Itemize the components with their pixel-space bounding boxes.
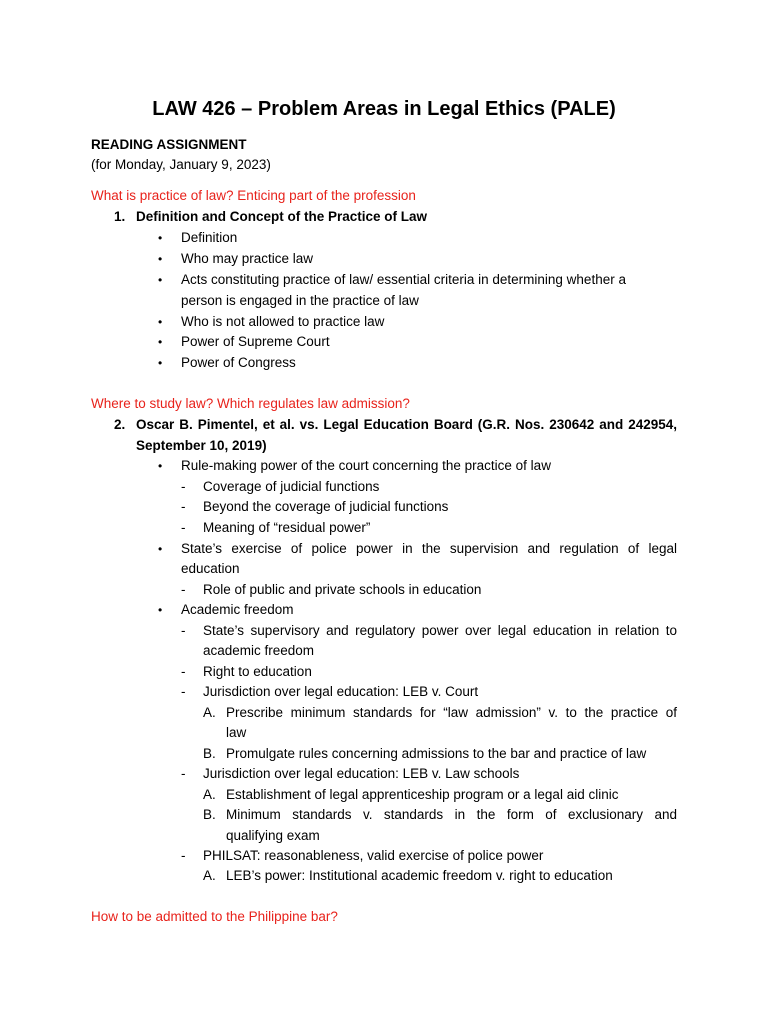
lettered-item: Prescribe minimum standards for “law admission” v. to the practice of (226, 705, 677, 720)
lettered-item: Establishment of legal apprenticeship program or a legal aid clinic (226, 787, 619, 802)
section2-bullet-police-power-cont: education (181, 561, 240, 576)
bullet-marker: • (158, 335, 163, 349)
letter-marker: A. (203, 787, 216, 802)
bullet-marker: • (158, 252, 163, 266)
section2-bullet-police-power: State’s exercise of police power in the supervision and regulation of legal (181, 541, 677, 556)
section1-heading: Definition and Concept of the Practice of Law (136, 209, 428, 224)
sub-item: Beyond the coverage of judicial functions (203, 499, 449, 514)
bullet-marker: • (158, 315, 163, 329)
lettered-item: Promulgate rules concerning admissions to the bar and practice of law (226, 746, 647, 761)
section1-bullet: Power of Supreme Court (181, 334, 330, 349)
bullet-marker: • (158, 231, 163, 245)
section1-bullet: Power of Congress (181, 355, 296, 370)
section1-bullet-continuation: person is engaged in the practice of law (181, 293, 419, 308)
bullet-marker: • (158, 542, 163, 556)
dash-marker: - (181, 582, 186, 597)
dash-marker: - (181, 664, 186, 679)
assignment-heading: READING ASSIGNMENT (91, 137, 247, 152)
section2-question: Where to study law? Which regulates law admission? (91, 396, 410, 411)
lettered-item-continuation: law (226, 725, 247, 740)
bullet-marker: • (158, 459, 163, 473)
section2-heading-line2: September 10, 2019) (136, 438, 267, 453)
dash-marker: - (181, 623, 186, 638)
sub-item: State’s supervisory and regulatory power over legal education in relation to (203, 623, 677, 638)
assignment-date: (for Monday, January 9, 2023) (91, 157, 271, 172)
section1-number: 1. (114, 209, 126, 224)
section2-bullet-rule-making: Rule-making power of the court concerning the practice of law (181, 458, 551, 473)
lettered-item: Minimum standards v. standards in the form of exclusionary and (226, 807, 677, 822)
section2-number: 2. (114, 417, 126, 432)
section1-bullet: Definition (181, 230, 238, 245)
sub-item: Jurisdiction over legal education: LEB v. Court (203, 684, 479, 699)
dash-marker: - (181, 684, 186, 699)
sub-item: Role of public and private schools in education (203, 582, 482, 597)
letter-marker: A. (203, 705, 216, 720)
section2-bullet-academic-freedom: Academic freedom (181, 602, 294, 617)
section1-bullet: Who may practice law (181, 251, 314, 266)
section3-question: How to be admitted to the Philippine bar? (91, 909, 338, 924)
dash-marker: - (181, 520, 186, 535)
lettered-item-continuation: qualifying exam (226, 828, 320, 843)
lettered-item: LEB’s power: Institutional academic freedom v. right to education (226, 868, 613, 883)
letter-marker: B. (203, 746, 216, 761)
sub-item-continuation: academic freedom (203, 643, 315, 658)
bullet-marker: • (158, 356, 163, 370)
bullet-marker: • (158, 603, 163, 617)
bullet-marker: • (158, 273, 163, 287)
letter-marker: A. (203, 868, 216, 883)
sub-item: PHILSAT: reasonableness, valid exercise of police power (203, 848, 544, 863)
sub-item: Jurisdiction over legal education: LEB v. Law schools (203, 766, 520, 781)
dash-marker: - (181, 848, 186, 863)
sub-item: Meaning of “residual power” (203, 520, 371, 535)
dash-marker: - (181, 499, 186, 514)
section1-bullet: Who is not allowed to practice law (181, 314, 385, 329)
document-title: LAW 426 – Problem Areas in Legal Ethics (PALE) (152, 98, 616, 120)
section2-heading-line1: Oscar B. Pimentel, et al. vs. Legal Education Board (G.R. Nos. 230642 and 242954, (136, 417, 677, 432)
sub-item: Coverage of judicial functions (203, 479, 380, 494)
dash-marker: - (181, 479, 186, 494)
sub-item: Right to education (203, 664, 312, 679)
section1-bullet: Acts constituting practice of law/ essential criteria in determining whether a (181, 272, 626, 287)
section1-question: What is practice of law? Enticing part of the profession (91, 188, 416, 203)
dash-marker: - (181, 766, 186, 781)
letter-marker: B. (203, 807, 216, 822)
